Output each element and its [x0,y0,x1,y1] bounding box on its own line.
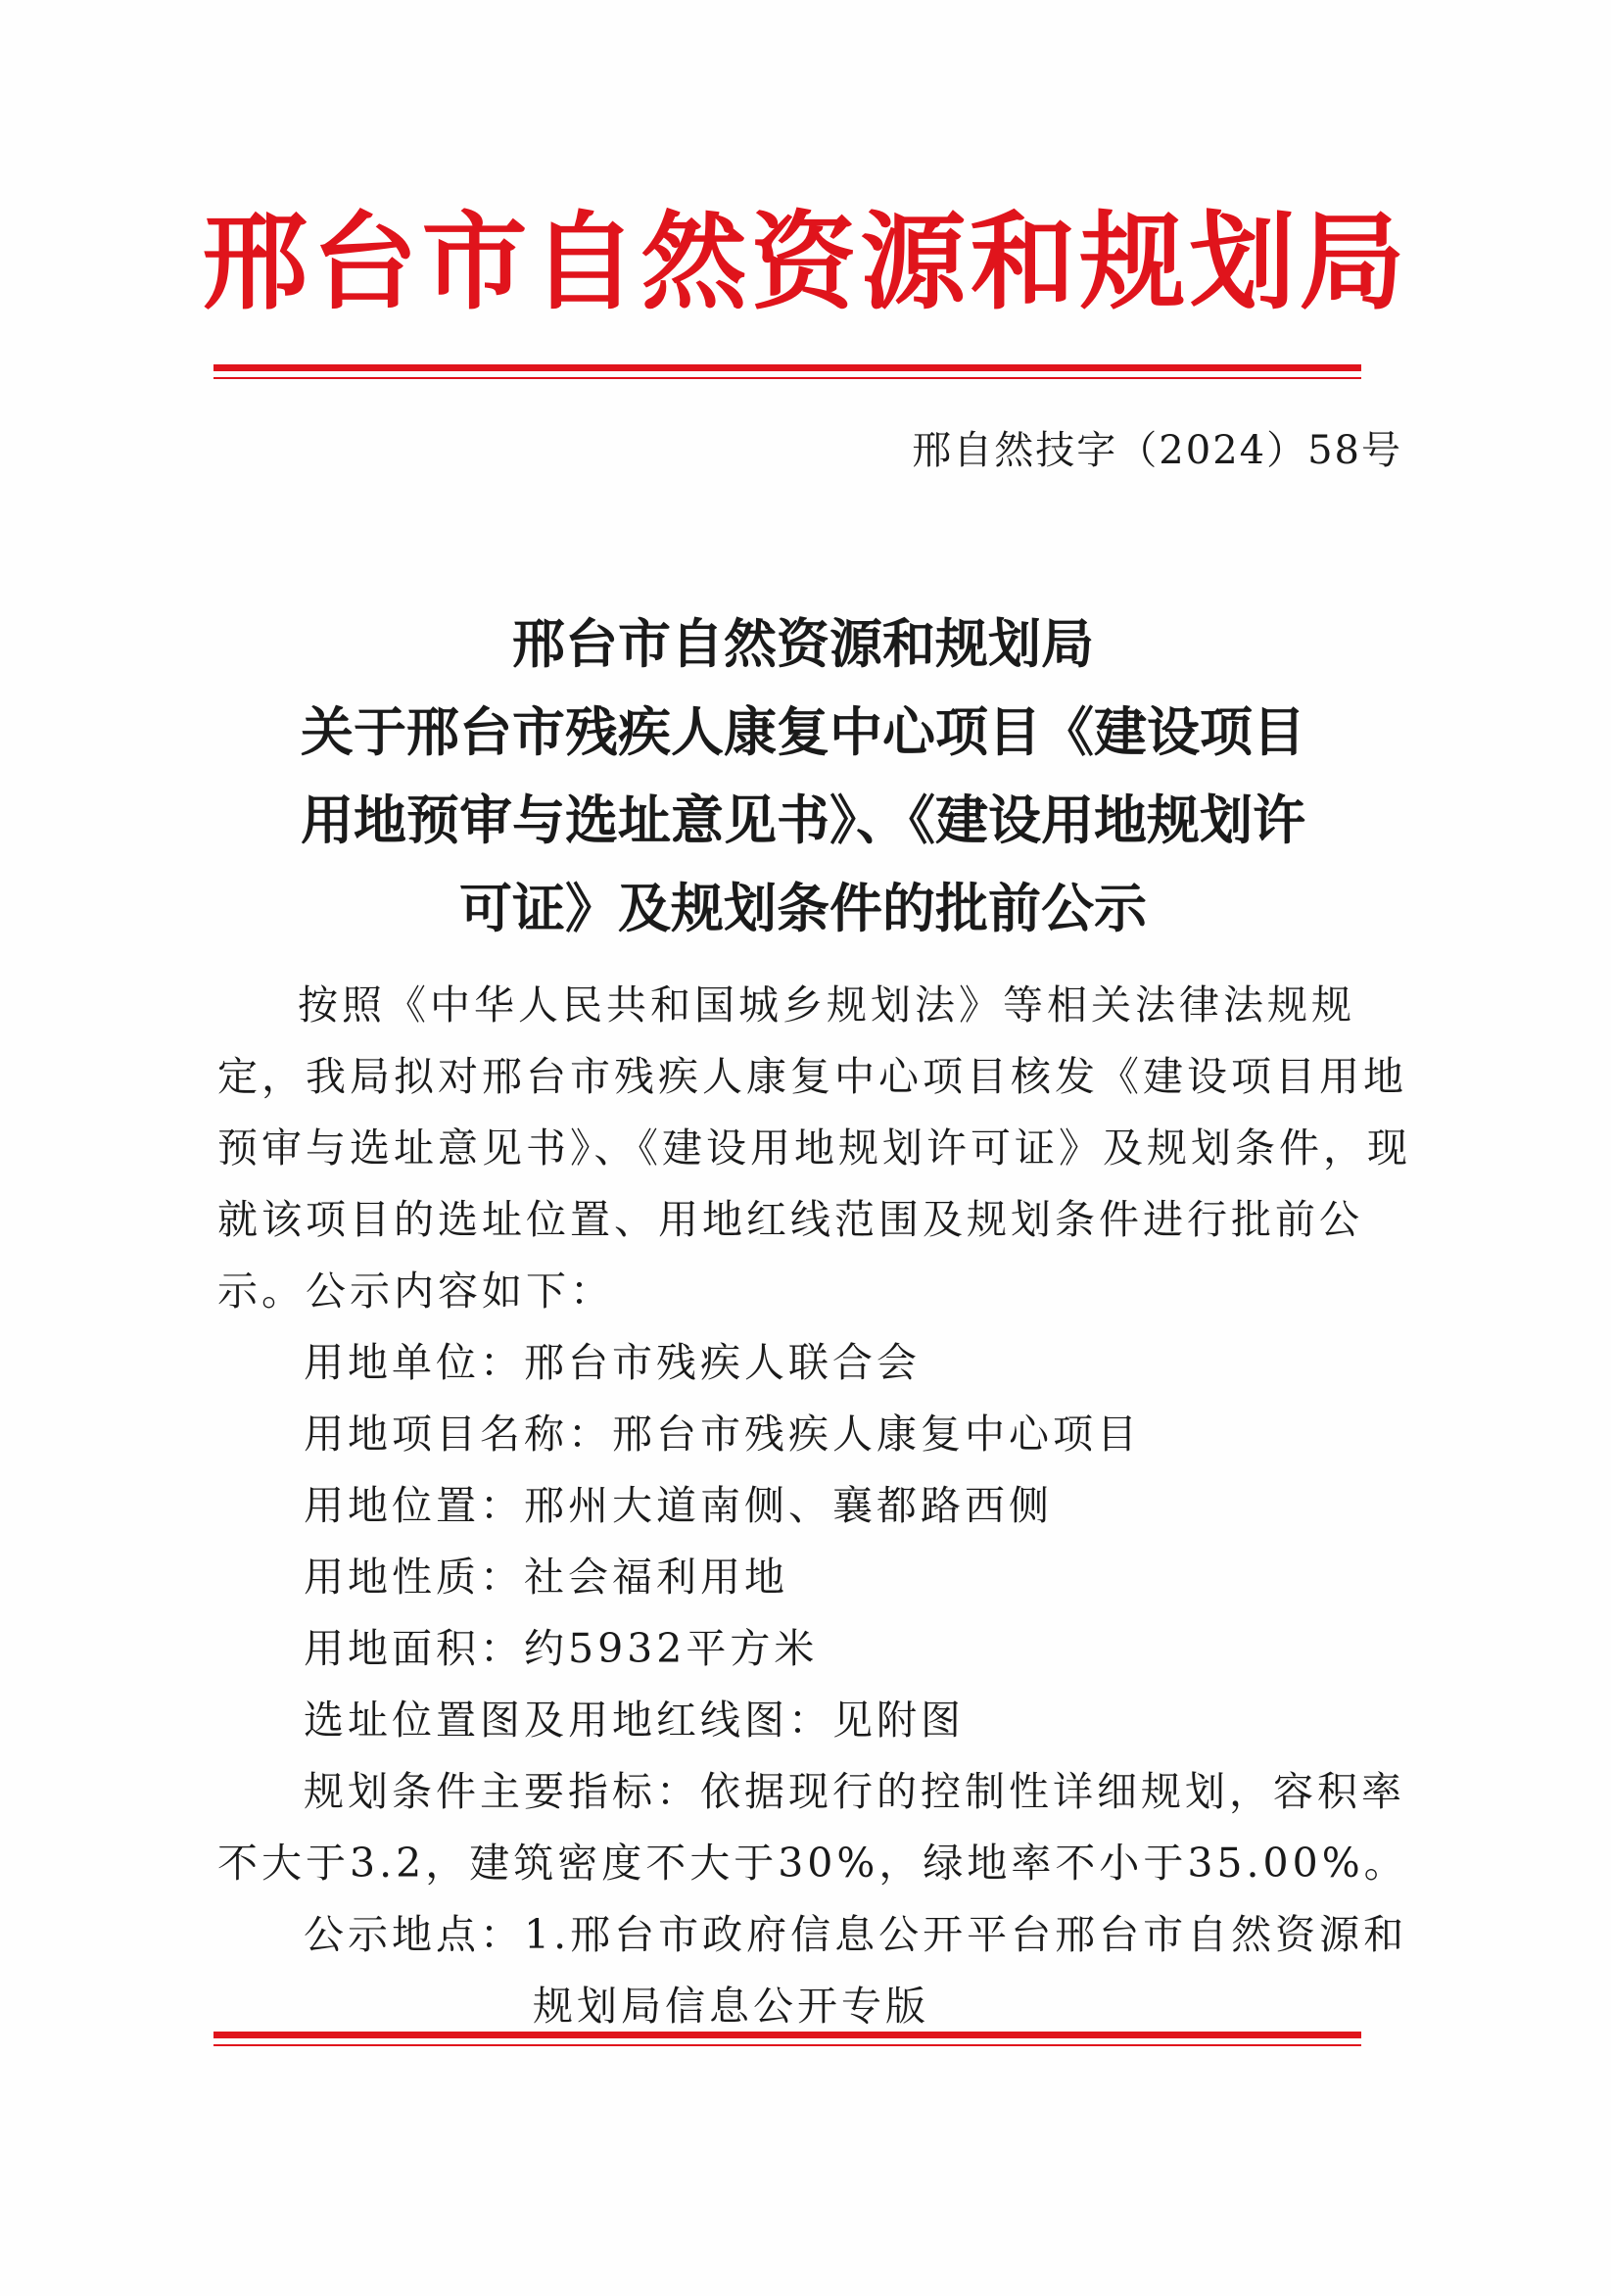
footer-red-rule-thick [213,2032,1361,2038]
document-body [217,970,1414,2042]
title-line-2: 关于邢台市残疾人康复中心项目《建设项目 [301,700,1305,763]
field-land-area [217,1613,1414,1685]
field-site-maps [217,1685,1414,1756]
field-land-use-type [217,1542,1414,1613]
field-label: 用地面积： [304,1625,524,1672]
field-label: 用地单位： [304,1339,524,1386]
field-land-user [217,1327,1414,1399]
field-planning-indicators [217,1756,1414,1899]
field-value: 邢台市残疾人联合会 [524,1339,921,1386]
field-label: 公示地点： [304,1911,524,1958]
field-value: 见附图 [832,1697,965,1744]
field-value: 依据现行的控制性详细规划，容积率不大于3.2，建筑密度不大于30%，绿地率不小于35.00%。 [217,1768,1408,1887]
header-red-rule [213,364,1361,379]
footer-red-rule [213,2032,1361,2046]
document-number: 邢自然技字（2024）58号 [912,428,1402,473]
agency-masthead: 邢台市自然资源和规划局 [202,202,1409,324]
header-red-rule-thin [213,377,1361,379]
field-land-location [217,1470,1414,1542]
field-value: 邢州大道南侧、襄都路西侧 [524,1482,1053,1529]
footer-red-rule-thin [213,2044,1361,2046]
field-label: 用地位置： [304,1482,524,1529]
title-line-1: 邢台市自然资源和规划局 [512,612,1094,675]
field-publication-places [217,1899,1414,2042]
field-label: 用地项目名称： [304,1411,612,1458]
field-label: 选址位置图及用地红线图： [304,1697,832,1744]
place-row-1 [304,1899,1414,1971]
place-item-1-line-1: 1.邢台市政府信息公开平台邢台市自然资源和 [524,1911,1408,1958]
document-title [186,599,1420,952]
title-line-4: 可证》及规划条件的批前公示 [459,877,1147,939]
field-value: 约5932平方米 [524,1625,819,1672]
header-red-rule-thick [213,364,1361,371]
place-row-1-continuation: 规划局信息公开专版 [533,1983,929,2030]
intro-paragraph: 按照《中华人民共和国城乡规划法》等相关法律法规规定，我局拟对邢台市残疾人康复中心项目核发《建设项目用地预审与选址意见书》、《建设用地规划许可证》及规划条件，现就该项目的选址位置、用地红线范围及规划条件进行批前公示。公示内容如下： [217,981,1411,1315]
field-value: 社会福利用地 [524,1554,788,1601]
field-project-name [217,1399,1414,1470]
title-line-3: 用地预审与选址意见书》、《建设用地规划许 [301,789,1305,851]
field-label: 用地性质： [304,1554,524,1601]
field-value: 邢台市残疾人康复中心项目 [612,1411,1141,1458]
field-label: 规划条件主要指标： [304,1768,700,1815]
